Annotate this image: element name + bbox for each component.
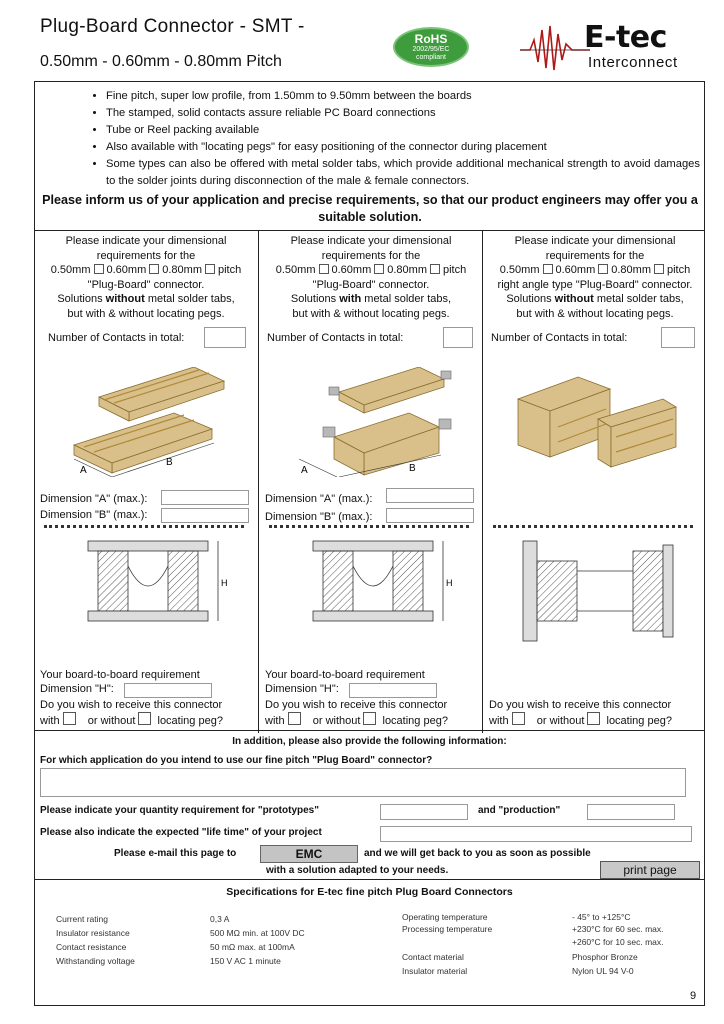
rohs-line3: compliant (416, 54, 446, 61)
with-label: with (489, 715, 509, 727)
column-text (261, 234, 481, 321)
logo-sub-text: Interconnect (588, 54, 678, 71)
spec-value: 0,3 A (210, 914, 230, 924)
col-word: metal solder tabs, (147, 293, 235, 305)
spec-label: Withstanding voltage (56, 956, 135, 966)
peg-question (40, 698, 256, 728)
pitch-label: 0.50mm (499, 264, 540, 276)
connector-image (493, 367, 693, 477)
spec-value: Nylon UL 94 V-0 (572, 966, 634, 976)
dim-h-label: H (221, 578, 228, 588)
col-line: but with & without locating pegs. (516, 307, 674, 320)
req-line: Your board-to-board requirement (265, 669, 425, 681)
col-line: but with & without locating pegs. (67, 307, 225, 320)
connector-image (54, 367, 244, 477)
pitch-label: 0.60mm (555, 264, 596, 276)
feature-item: • Also available with "locating pegs" for easy positioning of the connector during placement (106, 139, 700, 156)
peg-label: locating peg? (157, 715, 223, 727)
col-emphasis: with (339, 293, 362, 305)
dim-b-text: Dimension "B" (max.): (40, 509, 148, 521)
dim-b-input[interactable] (161, 508, 249, 523)
col-line: requirements for the (545, 249, 645, 262)
email-followup-2: with a solution adapted to your needs. (266, 865, 449, 876)
without-peg-checkbox[interactable] (587, 712, 600, 725)
dim-h-input[interactable] (349, 683, 437, 698)
application-input[interactable] (40, 768, 686, 797)
spec-label: Operating temperature (402, 912, 488, 922)
page-subtitle: 0.50mm - 0.60mm - 0.80mm Pitch (40, 53, 282, 70)
email-followup: and we will get back to you as soon as possible (364, 848, 591, 859)
lifetime-input[interactable] (380, 826, 692, 842)
spec-label: Contact resistance (56, 942, 127, 952)
pitch-050-checkbox[interactable] (94, 264, 104, 274)
spec-value: - 45° to +125°C (572, 912, 631, 922)
lifetime-question: Please also indicate the expected "life time" of your project (40, 827, 322, 838)
dim-a-label: A (80, 465, 87, 476)
connector-columns (34, 230, 705, 730)
col-line: "Plug-Board" connector. (87, 278, 205, 291)
contacts-label: Number of Contacts in total: (267, 332, 404, 344)
pitch-label: 0.60mm (106, 264, 147, 276)
column-text (36, 234, 256, 321)
print-page-button[interactable]: print page (600, 861, 700, 879)
dim-a-input[interactable] (386, 488, 474, 503)
pitch-060-checkbox[interactable] (374, 264, 384, 274)
wish-options (40, 712, 256, 728)
contacts-input[interactable] (204, 327, 246, 348)
pitch-options (485, 263, 705, 278)
col-word: metal solder tabs, (596, 293, 684, 305)
col-line: right angle type "Plug-Board" connector. (497, 278, 693, 291)
feature-item: • Some types can also be offered with metal solder tabs, which provide additional mechanical strength to avoid damages to the solder joints during disconnection of the male & female connectors. (106, 156, 700, 190)
pitch-options (261, 263, 481, 278)
without-label: or without (536, 715, 585, 727)
logo-main-text: E-tec (584, 20, 667, 55)
col-line (485, 292, 705, 307)
wish-line: Do you wish to receive this connector (40, 699, 223, 711)
feature-item: • Fine pitch, super low profile, from 1.50mm to 9.50mm between the boards (106, 88, 700, 105)
pitch-word: pitch (667, 264, 691, 276)
prototypes-input[interactable] (380, 804, 468, 820)
page-title: Plug-Board Connector - SMT - (40, 16, 305, 37)
connector-image (279, 367, 469, 477)
column-text (485, 234, 705, 321)
dotted-divider (269, 525, 469, 528)
cross-section-drawing (283, 531, 463, 649)
spec-label: Insulator material (402, 966, 468, 976)
wish-options (489, 712, 705, 728)
col-line: Please indicate your dimensional (65, 235, 227, 247)
dim-a-label: A (301, 465, 308, 476)
peg-label: locating peg? (606, 715, 672, 727)
feature-item: • Tube or Reel packing available (106, 122, 700, 139)
col-word: metal solder tabs, (364, 293, 452, 305)
page-number: 9 (690, 990, 697, 1002)
col-line: requirements for the (321, 249, 421, 262)
spec-label: Current rating (56, 914, 108, 924)
feature-item: • The stamped, solid contacts assure reliable PC Board connections (106, 105, 700, 122)
req-line: Dimension "H": (40, 682, 114, 695)
pitch-080-checkbox[interactable] (654, 264, 664, 274)
column-right-angle (482, 231, 705, 733)
pitch-050-checkbox[interactable] (543, 264, 553, 274)
spec-value: +230°C for 60 sec. max. (572, 924, 664, 934)
pitch-050-checkbox[interactable] (319, 264, 329, 274)
spec-label: Insulator resistance (56, 928, 130, 938)
peg-label: locating peg? (382, 715, 448, 727)
without-peg-checkbox[interactable] (363, 712, 376, 725)
with-label: with (40, 715, 60, 727)
dim-b-label: B (166, 457, 173, 468)
inform-heading: Please inform us of your application and precise requirements, so that our product engineers may offer you a suitable solution. (42, 193, 698, 224)
contacts-input[interactable] (661, 327, 695, 348)
pitch-label: 0.80mm (387, 264, 427, 276)
dotted-divider (493, 525, 693, 528)
emc-email-button[interactable]: EMC (260, 845, 358, 863)
specifications-section (34, 879, 705, 976)
rohs-badge (393, 27, 469, 67)
col-word: Solutions (506, 293, 552, 305)
pitch-080-checkbox[interactable] (205, 264, 215, 274)
col-line (261, 292, 481, 307)
additional-title: In addition, please also provide the following information: (232, 736, 507, 747)
col-line (36, 292, 256, 307)
without-label: or without (87, 715, 136, 727)
column-vertical-no-tabs (34, 231, 258, 733)
signal-wave-icon (520, 20, 590, 76)
spec-label: Processing temperature (402, 924, 493, 934)
dim-b-text: Dimension "B" (max.): (265, 511, 373, 523)
with-peg-checkbox[interactable] (512, 712, 525, 725)
rohs-line1: RoHS (414, 32, 448, 46)
contacts-label: Number of Contacts in total: (48, 332, 185, 344)
col-line: "Plug-Board" connector. (312, 278, 430, 291)
rohs-line2: 2002/95/EC (412, 46, 450, 53)
column-vertical-with-tabs (258, 231, 482, 733)
col-line: Please indicate your dimensional (290, 235, 452, 247)
wish-line: Do you wish to receive this connector (265, 699, 448, 711)
dim-a-input[interactable] (161, 490, 249, 505)
col-line: requirements for the (96, 249, 196, 262)
pitch-options (36, 263, 256, 278)
additional-info-section (34, 730, 705, 877)
dotted-divider (44, 525, 244, 528)
cross-section-drawing (513, 531, 693, 649)
col-word: Solutions (290, 293, 337, 305)
spec-value: +260°C for 10 sec. max. (572, 937, 664, 947)
req-line: Your board-to-board requirement (40, 669, 200, 681)
col-word: Solutions (57, 293, 103, 305)
quantity-question: Please indicate your quantity requirement for "prototypes" (40, 805, 319, 816)
dim-b-label: B (409, 463, 416, 474)
dim-b-input[interactable] (386, 508, 474, 523)
spec-value: 500 MΩ min. at 100V DC (210, 928, 305, 938)
dim-h-input[interactable] (124, 683, 212, 698)
req-line: Dimension "H": (265, 682, 339, 695)
with-peg-checkbox[interactable] (63, 712, 76, 725)
pitch-080-checkbox[interactable] (430, 264, 440, 274)
with-peg-checkbox[interactable] (288, 712, 301, 725)
peg-question (265, 698, 481, 728)
dim-h-label: H (446, 578, 453, 588)
pitch-060-checkbox[interactable] (149, 264, 159, 274)
specs-title: Specifications for E-tec fine pitch Plug Board Connectors (226, 886, 513, 898)
peg-question (489, 698, 705, 728)
pitch-label: 0.80mm (611, 264, 651, 276)
wish-line: Do you wish to receive this connector (489, 699, 672, 711)
application-question: For which application do you intend to use our fine pitch "Plug Board" connector? (40, 755, 433, 766)
pitch-label: 0.80mm (162, 264, 202, 276)
spec-value: Phosphor Bronze (572, 952, 638, 962)
contacts-input[interactable] (443, 327, 473, 348)
pitch-label: 0.60mm (331, 264, 372, 276)
cross-section-drawing (58, 531, 238, 649)
spec-value: 150 V AC 1 minute (210, 956, 281, 966)
col-line: but with & without locating pegs. (292, 307, 450, 320)
without-peg-checkbox[interactable] (138, 712, 151, 725)
dim-a-text: Dimension "A" (max.): (265, 493, 373, 505)
contacts-label: Number of Contacts in total: (491, 332, 628, 344)
feature-list (40, 88, 700, 190)
production-input[interactable] (587, 804, 675, 820)
pitch-word: pitch (443, 264, 467, 276)
spec-value: 50 mΩ max. at 100mA (210, 942, 295, 952)
email-prompt: Please e-mail this page to (114, 848, 237, 859)
pitch-060-checkbox[interactable] (598, 264, 608, 274)
col-emphasis: without (554, 293, 594, 305)
pitch-label: 0.50mm (275, 264, 316, 276)
spec-label: Contact material (402, 952, 464, 962)
dim-a-text: Dimension "A" (max.): (40, 493, 148, 505)
without-label: or without (312, 715, 361, 727)
etec-logo (520, 20, 705, 76)
col-line: Please indicate your dimensional (514, 235, 676, 247)
col-emphasis: without (105, 293, 145, 305)
with-label: with (265, 715, 285, 727)
pitch-word: pitch (218, 264, 242, 276)
pitch-label: 0.50mm (50, 264, 91, 276)
wish-options (265, 712, 481, 728)
production-label: and "production" (478, 805, 561, 816)
